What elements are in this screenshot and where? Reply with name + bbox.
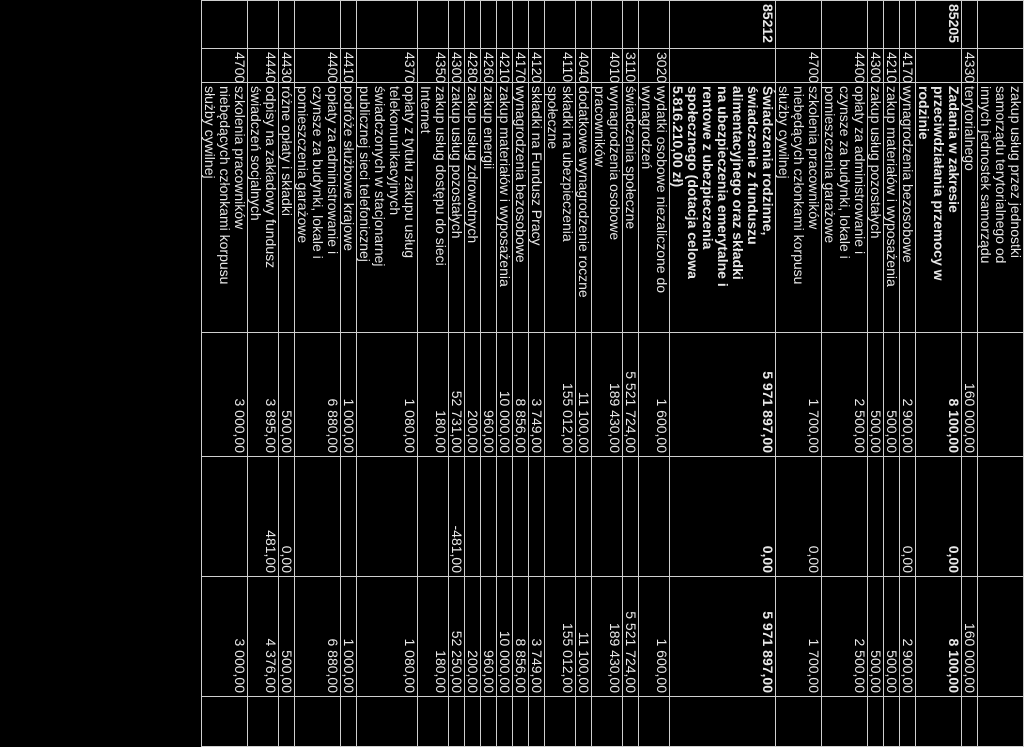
paragraph-code-cell: 4170	[900, 49, 916, 83]
blank-cell	[900, 697, 916, 747]
blank-cell	[529, 697, 545, 747]
item-name-cell: zakup energii	[481, 83, 497, 333]
change-amount-cell	[639, 457, 670, 577]
change-amount-cell	[341, 457, 357, 577]
item-name-cell: wynagrodzenia bezosobowe	[513, 83, 529, 333]
paragraph-code-cell: 4440	[248, 49, 279, 83]
plan-after-change-cell	[978, 577, 1024, 697]
section-code-cell	[497, 1, 513, 49]
plan-amount-cell: 52 731,00	[449, 333, 465, 457]
table-row	[900, 1, 916, 747]
change-amount-cell	[357, 457, 418, 577]
item-name-cell: opłaty z tytułu zakupu usług telekomunikacyjnych świadczonych w stacjonarnej publicznej sieci telefonicznej	[357, 83, 418, 333]
item-name-cell: zakup usług pozostałych	[449, 83, 465, 333]
plan-after-change-cell: 200,00	[465, 577, 481, 697]
table-row	[978, 1, 1024, 747]
blank-cell	[418, 697, 449, 747]
section-code-cell: 85205	[916, 1, 962, 49]
plan-after-change-cell: 6 880,00	[295, 577, 341, 697]
section-code-cell	[279, 1, 295, 49]
blank-cell	[449, 697, 465, 747]
plan-amount-cell: 160 000,00	[962, 333, 978, 457]
plan-after-change-cell: 8 100,00	[916, 577, 962, 697]
table-row	[418, 1, 449, 747]
plan-amount-cell: 1 080,00	[357, 333, 418, 457]
plan-amount-cell: 1 700,00	[776, 333, 822, 457]
table-row	[513, 1, 529, 747]
section-code-cell	[978, 1, 1024, 49]
change-amount-cell: 0,00	[279, 457, 295, 577]
plan-after-change-cell: 10 000,00	[497, 577, 513, 697]
plan-amount-cell: 500,00	[884, 333, 900, 457]
change-amount-cell	[576, 457, 592, 577]
paragraph-code-cell: 4370	[357, 49, 418, 83]
change-amount-cell	[497, 457, 513, 577]
plan-amount-cell: 3 749,00	[529, 333, 545, 457]
section-code-cell	[962, 1, 978, 49]
plan-amount-cell: 6 880,00	[295, 333, 341, 457]
plan-amount-cell: 5 521 724,00	[623, 333, 639, 457]
table-row	[449, 1, 465, 747]
change-amount-cell	[822, 457, 868, 577]
plan-after-change-cell: 155 012,00	[545, 577, 576, 697]
item-name-cell: Świadczenia rodzinne, świadczenie z funduszu alimentacyjnego oraz składki na ubezpieczenia emerytalne i rentowe z ubezpieczenia społecznego (dotacja celowa 5.816.210,00 zł)	[670, 83, 776, 333]
section-code-cell	[592, 1, 623, 49]
change-amount-cell	[529, 457, 545, 577]
table-row	[776, 1, 822, 747]
item-name-cell: szkolenia pracowników niebędących członkami korpusu służby cywilnej	[202, 83, 248, 333]
plan-amount-cell	[978, 333, 1024, 457]
paragraph-code-cell: 4410	[341, 49, 357, 83]
paragraph-code-cell	[916, 49, 962, 83]
item-name-cell: wynagrodzenia osobowe pracowników	[592, 83, 623, 333]
section-code-cell	[576, 1, 592, 49]
section-code-cell	[248, 1, 279, 49]
change-amount-cell	[465, 457, 481, 577]
table-row	[670, 1, 776, 747]
paragraph-code-cell	[670, 49, 776, 83]
change-amount-cell	[962, 457, 978, 577]
plan-amount-cell: 1 600,00	[639, 333, 670, 457]
plan-amount-cell: 2 500,00	[822, 333, 868, 457]
item-name-cell: szkolenia pracowników niebędących członkami korpusu służby cywilnej	[776, 83, 822, 333]
paragraph-code-cell: 4700	[202, 49, 248, 83]
plan-after-change-cell: 4 376,00	[248, 577, 279, 697]
table-row	[497, 1, 513, 747]
blank-cell	[202, 697, 248, 747]
blank-cell	[248, 697, 279, 747]
section-code-cell	[868, 1, 884, 49]
item-name-cell: zakup usług przez jednostki samorządu terytorialnego od innych jednostek samorządu	[978, 83, 1024, 333]
item-name-cell: zakup materiałów i wyposażenia	[884, 83, 900, 333]
change-amount-cell: 0,00	[776, 457, 822, 577]
blank-cell	[592, 697, 623, 747]
plan-after-change-cell: 1 600,00	[639, 577, 670, 697]
plan-after-change-cell: 500,00	[868, 577, 884, 697]
change-amount-cell: -481,00	[449, 457, 465, 577]
plan-after-change-cell: 11 100,00	[576, 577, 592, 697]
paragraph-code-cell: 4400	[822, 49, 868, 83]
plan-amount-cell: 2 900,00	[900, 333, 916, 457]
plan-after-change-cell: 180,00	[418, 577, 449, 697]
change-amount-cell	[481, 457, 497, 577]
blank-cell	[357, 697, 418, 747]
change-amount-cell: 0,00	[670, 457, 776, 577]
blank-cell	[670, 697, 776, 747]
item-name-cell: opłaty za administrowanie i czynsze za budynki, lokale i pomieszczenia garażowe	[822, 83, 868, 333]
blank-cell	[868, 697, 884, 747]
item-name-cell: składki na ubezpieczenia społeczne	[545, 83, 576, 333]
section-code-cell	[465, 1, 481, 49]
plan-amount-cell: 3 895,00	[248, 333, 279, 457]
paragraph-code-cell: 4300	[449, 49, 465, 83]
section-code-cell	[900, 1, 916, 49]
table-row	[529, 1, 545, 747]
change-amount-cell	[978, 457, 1024, 577]
paragraph-code-cell	[978, 49, 1024, 83]
change-amount-cell: 0,00	[916, 457, 962, 577]
section-code-cell: 85212	[670, 1, 776, 49]
paragraph-code-cell: 4010	[592, 49, 623, 83]
paragraph-code-cell: 4170	[513, 49, 529, 83]
plan-after-change-cell: 2 900,00	[900, 577, 916, 697]
change-amount-cell	[868, 457, 884, 577]
plan-after-change-cell: 1 700,00	[776, 577, 822, 697]
plan-amount-cell: 180,00	[418, 333, 449, 457]
item-name-cell: zakup usług zdrowotnych	[465, 83, 481, 333]
item-name-cell: Zadania w zakresie przeciwdziałania przemocy w rodzinie	[916, 83, 962, 333]
budget-table	[201, 0, 1024, 747]
blank-cell	[822, 697, 868, 747]
table-row	[916, 1, 962, 747]
paragraph-code-cell: 3020	[639, 49, 670, 83]
blank-cell	[497, 697, 513, 747]
change-amount-cell	[545, 457, 576, 577]
section-code-cell	[418, 1, 449, 49]
section-code-cell	[341, 1, 357, 49]
blank-cell	[884, 697, 900, 747]
section-code-cell	[513, 1, 529, 49]
change-amount-cell: 481,00	[248, 457, 279, 577]
change-amount-cell	[592, 457, 623, 577]
plan-after-change-cell: 52 250,00	[449, 577, 465, 697]
paragraph-code-cell: 4210	[497, 49, 513, 83]
plan-amount-cell: 960,00	[481, 333, 497, 457]
plan-amount-cell: 1 000,00	[341, 333, 357, 457]
table-row	[592, 1, 623, 747]
paragraph-code-cell: 4400	[295, 49, 341, 83]
plan-amount-cell: 500,00	[868, 333, 884, 457]
blank-cell	[776, 697, 822, 747]
item-name-cell: dodatkowe wynagrodzenie roczne	[576, 83, 592, 333]
blank-cell	[962, 697, 978, 747]
change-amount-cell	[884, 457, 900, 577]
blank-cell	[545, 697, 576, 747]
table-row	[868, 1, 884, 747]
plan-after-change-cell: 1 080,00	[357, 577, 418, 697]
item-name-cell: wynagrodzenia bezosobowe	[900, 83, 916, 333]
section-code-cell	[449, 1, 465, 49]
section-code-cell	[639, 1, 670, 49]
blank-cell	[513, 697, 529, 747]
plan-after-change-cell: 1 000,00	[341, 577, 357, 697]
plan-after-change-cell: 3 749,00	[529, 577, 545, 697]
item-name-cell: zakup usług dostępu do sieci Internet	[418, 83, 449, 333]
item-name-cell: podróże służbowe krajowe	[341, 83, 357, 333]
blank-cell	[639, 697, 670, 747]
plan-after-change-cell: 960,00	[481, 577, 497, 697]
paragraph-code-cell: 4330	[962, 49, 978, 83]
plan-after-change-cell: 5 521 724,00	[623, 577, 639, 697]
paragraph-code-cell: 4430	[279, 49, 295, 83]
table-row	[295, 1, 341, 747]
plan-amount-cell: 5 971 897,00	[670, 333, 776, 457]
item-name-cell: opłaty za administrowanie i czynsze za budynki, lokale i pomieszczenia garażowe	[295, 83, 341, 333]
plan-after-change-cell: 500,00	[279, 577, 295, 697]
plan-amount-cell: 11 100,00	[576, 333, 592, 457]
table-row	[279, 1, 295, 747]
plan-after-change-cell: 500,00	[884, 577, 900, 697]
section-code-cell	[884, 1, 900, 49]
table-row	[248, 1, 279, 747]
change-amount-cell	[623, 457, 639, 577]
plan-amount-cell: 189 430,00	[592, 333, 623, 457]
budget-table-body	[202, 1, 1024, 747]
item-name-cell: świadczenia społeczne	[623, 83, 639, 333]
section-code-cell	[545, 1, 576, 49]
section-code-cell	[623, 1, 639, 49]
item-name-cell: odpisy na zakładowy fundusz świadczeń socjalnych	[248, 83, 279, 333]
plan-after-change-cell: 2 500,00	[822, 577, 868, 697]
plan-amount-cell: 10 000,00	[497, 333, 513, 457]
table-row	[202, 1, 248, 747]
table-row	[639, 1, 670, 747]
plan-amount-cell: 8 100,00	[916, 333, 962, 457]
item-name-cell: zakup materiałów i wyposażenia	[497, 83, 513, 333]
plan-amount-cell: 3 000,00	[202, 333, 248, 457]
paragraph-code-cell: 4300	[868, 49, 884, 83]
paragraph-code-cell: 4280	[465, 49, 481, 83]
section-code-cell	[357, 1, 418, 49]
paragraph-code-cell: 4700	[776, 49, 822, 83]
paragraph-code-cell: 4120	[529, 49, 545, 83]
change-amount-cell	[418, 457, 449, 577]
plan-after-change-cell: 8 856,00	[513, 577, 529, 697]
section-code-cell	[202, 1, 248, 49]
change-amount-cell: 0,00	[900, 457, 916, 577]
blank-cell	[279, 697, 295, 747]
blank-cell	[341, 697, 357, 747]
blank-cell	[465, 697, 481, 747]
blank-cell	[978, 697, 1024, 747]
plan-after-change-cell: 189 430,00	[592, 577, 623, 697]
table-row	[576, 1, 592, 747]
change-amount-cell	[295, 457, 341, 577]
blank-cell	[916, 697, 962, 747]
table-row	[465, 1, 481, 747]
table-row	[884, 1, 900, 747]
table-row	[822, 1, 868, 747]
paragraph-code-cell: 4210	[884, 49, 900, 83]
blank-cell	[481, 697, 497, 747]
table-row	[357, 1, 418, 747]
blank-cell	[623, 697, 639, 747]
plan-amount-cell: 155 012,00	[545, 333, 576, 457]
section-code-cell	[776, 1, 822, 49]
table-row	[962, 1, 978, 747]
section-code-cell	[529, 1, 545, 49]
item-name-cell: składki na Fundusz Pracy	[529, 83, 545, 333]
plan-amount-cell: 8 856,00	[513, 333, 529, 457]
item-name-cell: zakup usług pozostałych	[868, 83, 884, 333]
paragraph-code-cell: 4350	[418, 49, 449, 83]
paragraph-code-cell: 4110	[545, 49, 576, 83]
plan-amount-cell: 500,00	[279, 333, 295, 457]
item-name-cell: wydatki osobowe niezaliczone do wynagrodzeń	[639, 83, 670, 333]
section-code-cell	[295, 1, 341, 49]
section-code-cell	[481, 1, 497, 49]
item-name-cell: różne opłaty i składki	[279, 83, 295, 333]
section-code-cell	[822, 1, 868, 49]
blank-cell	[295, 697, 341, 747]
paragraph-code-cell: 4260	[481, 49, 497, 83]
table-row	[623, 1, 639, 747]
plan-after-change-cell: 3 000,00	[202, 577, 248, 697]
item-name-cell: terytorialnego	[962, 83, 978, 333]
plan-amount-cell: 200,00	[465, 333, 481, 457]
table-row	[545, 1, 576, 747]
paragraph-code-cell: 4040	[576, 49, 592, 83]
plan-after-change-cell: 160 000,00	[962, 577, 978, 697]
change-amount-cell	[513, 457, 529, 577]
table-row	[341, 1, 357, 747]
table-row	[481, 1, 497, 747]
plan-after-change-cell: 5 971 897,00	[670, 577, 776, 697]
blank-cell	[576, 697, 592, 747]
paragraph-code-cell: 3110	[623, 49, 639, 83]
change-amount-cell	[202, 457, 248, 577]
